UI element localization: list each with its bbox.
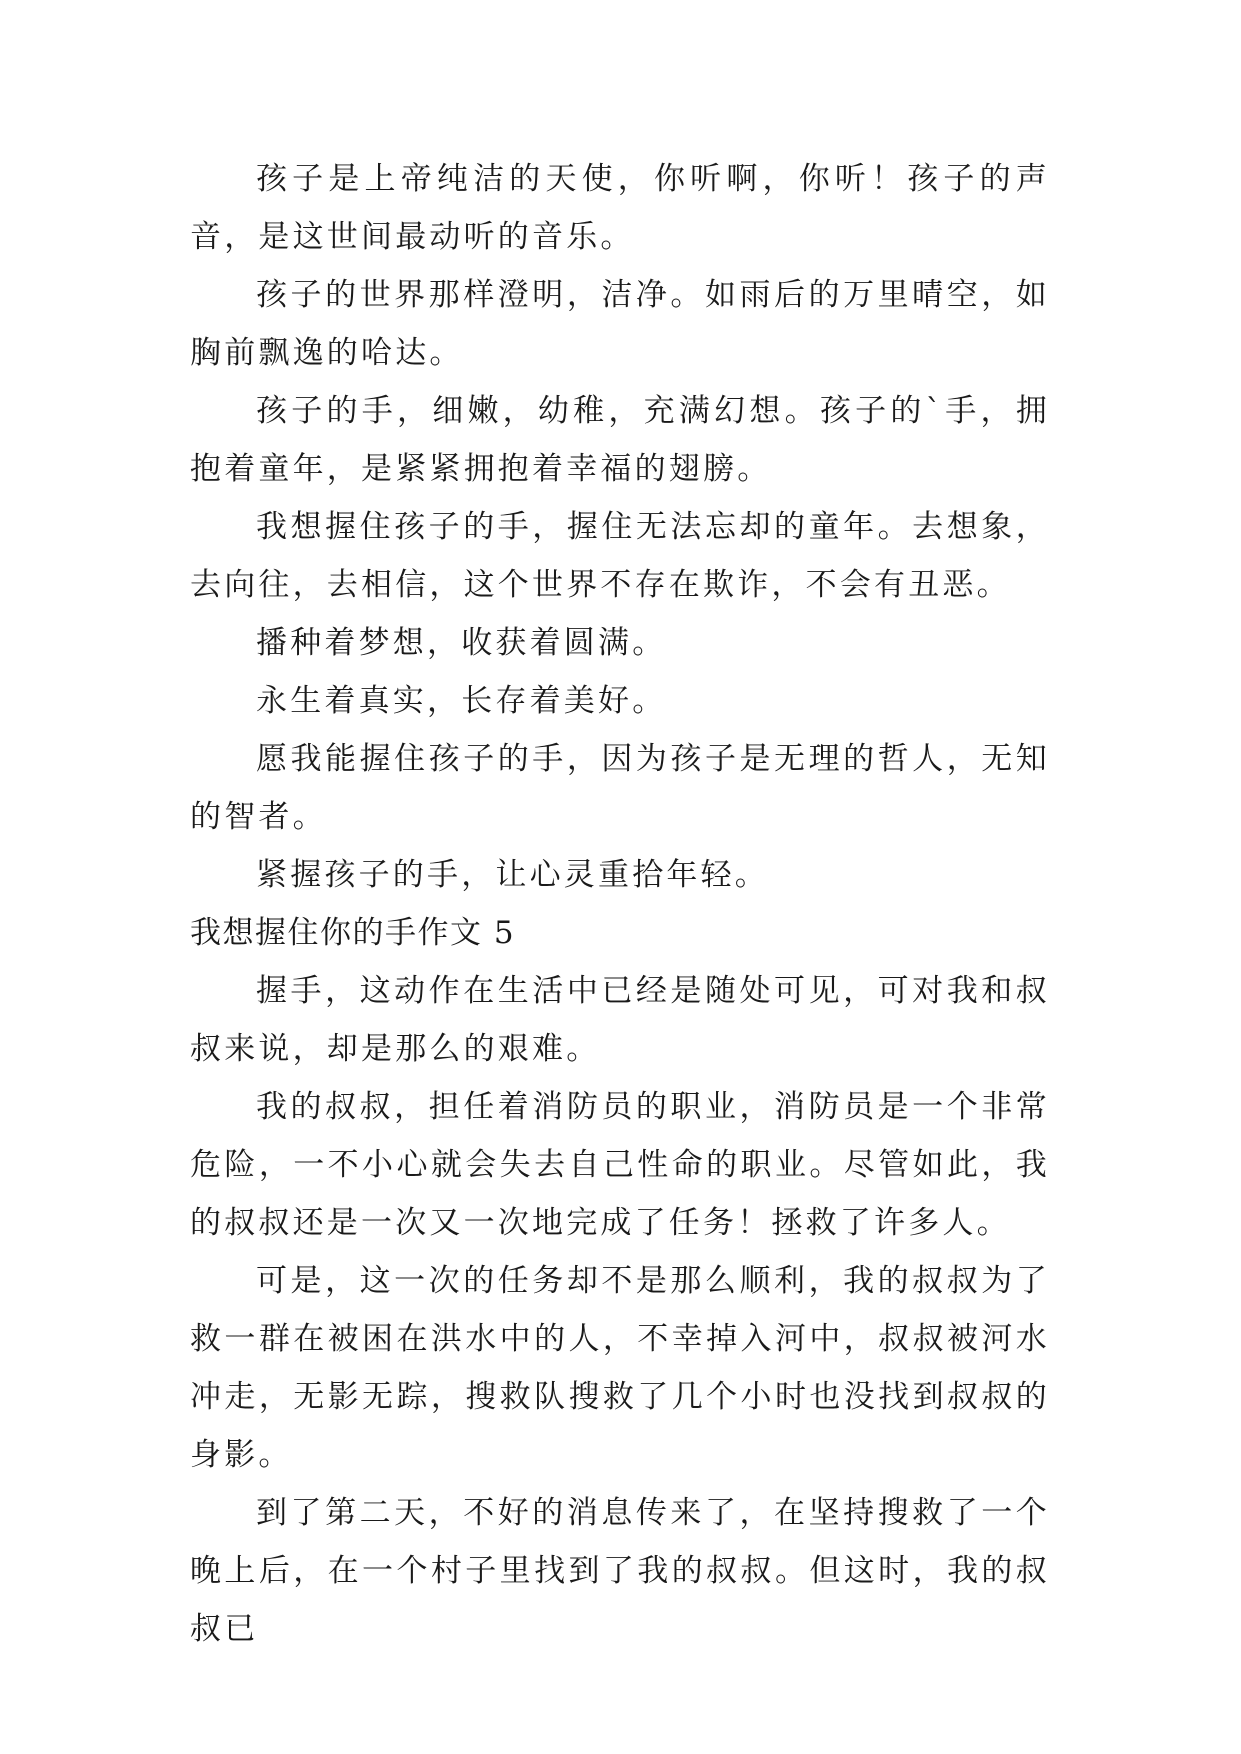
paragraph: 永生着真实，长存着美好。 <box>256 683 667 719</box>
paragraph: 愿我能握住孩子的手，因为孩子是无理的哲人，无知的智者。 <box>190 741 1050 835</box>
paragraph: 孩子的手，细嫩，幼稚，充满幻想。孩子的`手，拥抱着童年，是紧紧拥抱着幸福的翅膀。 <box>190 393 1050 487</box>
section-title: 我想握住你的手作文 5 <box>190 915 516 951</box>
paragraph: 我想握住孩子的手，握住无法忘却的童年。去想象，去向往，去相信，这个世界不存在欺诈，不会有丑恶。 <box>190 509 1050 603</box>
paragraph: 孩子是上帝纯洁的天使，你听啊，你听！孩子的声音，是这世间最动听的音乐。 <box>190 161 1050 255</box>
paragraph: 握手，这动作在生活中已经是随处可见，可对我和叔叔来说，却是那么的艰难。 <box>190 973 1050 1067</box>
document-page <box>190 150 1050 1658</box>
paragraph: 孩子的世界那样澄明，洁净。如雨后的万里晴空，如胸前飘逸的哈达。 <box>190 277 1050 371</box>
paragraph: 我的叔叔，担任着消防员的职业，消防员是一个非常危险，一不小心就会失去自己性命的职业。尽管如此，我的叔叔还是一次又一次地完成了任务！拯救了许多人。 <box>190 1089 1050 1241</box>
paragraph: 紧握孩子的手，让心灵重拾年轻。 <box>256 857 769 893</box>
paragraph: 到了第二天，不好的消息传来了，在坚持搜救了一个晚上后，在一个村子里找到了我的叔叔。但这时，我的叔叔已 <box>190 1495 1050 1647</box>
paragraph: 播种着梦想，收获着圆满。 <box>256 625 667 661</box>
paragraph: 可是，这一次的任务却不是那么顺利，我的叔叔为了救一群在被困在洪水中的人，不幸掉入河中，叔叔被河水冲走，无影无踪，搜救队搜救了几个小时也没找到叔叔的身影。 <box>190 1263 1050 1473</box>
